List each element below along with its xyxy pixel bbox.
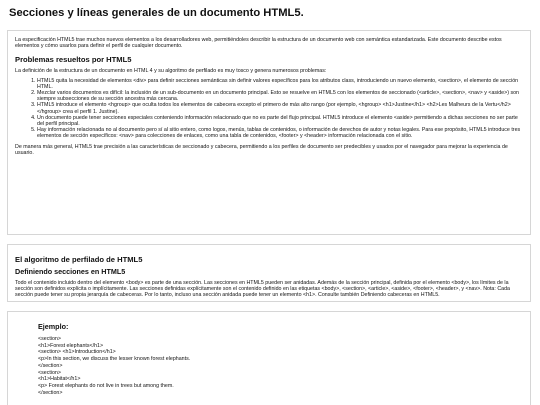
code-line: <p>In this section, we discuss the lesser known forest elephants. [38,356,191,363]
algorithm-paragraph: Todo el contenido incluido dentro del elemento <body> es parte de una sección. Las secciones en HTML5 pueden ser anidadas. Además de la sección principal, definida por el elemento <body>, los límites de la sección son definidos explícita o implícitamente. Las secciones definidas explícitamente son el contenido definido en las etiquetas <body>, <section>, <article>, <aside>, <footer>, <header>, y <nav>. Nota: Cada sección puede tener su propia jerarquía de cabeceras. Por lo tanto, incluso una sección anidada puede tener un elemento <h1>. Consulte también Definiendo cabeceras en HTML5. [15,280,510,299]
code-line: <section> [38,369,61,376]
intro-section [7,30,531,235]
list-item: 1. HTML5 quita la necesidad de elementos <div> para definir secciones semánticas sin definir valores específicos para los atributos class, introduciendo un nuevo elemento, <section>, el elemento de sección HTML. [37,78,524,90]
intro-paragraph: La especificación HTML5 trae muchos nuevos elementos a los desarrolladores web, permitiéndoles describir la estructura de un documento web con semántica estandarizada. Este documento describe estos elementos y cómo usarlos para definir el perfil de cualquier documento. [15,37,502,50]
algorithm-section [7,244,531,302]
closing-paragraph: De manera más general, HTML5 trae precisión a las características de seccionado y cabecera, permitiendo a los perfiles de documento ser predecibles y usados por el navegador para mejorar la experiencia de usuario. [15,143,508,156]
algorithm-subheading: Definiendo secciones en HTML5 [15,267,126,276]
list-item: 2. Mezclar varios documentos es difícil: la inclusión de un sub-documento en un documento principal. Esto se resuelve en HTML5 con los elementos de seccionado (<article>, <section>, <nav> y <aside>) son siempre subsecciones de su sección ancestra más cercana. [37,90,524,102]
problems-lead: La definición de la estructura de un documento en HTML 4 y su algoritmo de perfilado es muy tosco y genera numerosos problemas: [15,68,327,75]
code-line: <section> <h1>Introduction</h1> [38,349,116,356]
problems-heading: Problemas resueltos por HTML5 [15,55,132,65]
list-item: 5. Hay información relacionada no al documento pero sí al sitio entero, como logos, menús, tablas de contenidos, o información de derechos de autor y notas legales. Para ese propósito, HTML5 introduce tres elementos de sección específicos: <nav> para colecciones de enlaces, como una tabla de contenidos, <footer> y <header> información relacionada con el sitio. [37,127,524,139]
problems-list [15,78,524,140]
code-line: </section> [38,389,63,396]
example-section [7,311,531,405]
example-heading: Ejemplo: [38,322,69,331]
example-code [38,336,524,396]
code-line: <section> [38,336,61,342]
code-line: <h1>Forest elephants</h1> [38,342,104,349]
code-line: <h1>Habitat</h1> [38,376,81,383]
code-line: <p> Forest elephants do not live in trees but among them. [38,382,174,389]
code-line: </section> [38,362,63,369]
list-item: 4. Un documento puede tener secciones especiales conteniendo información relacionado que no es parte del flujo principal. HTML5 introduce el elemento <aside> permitiendo a dichas secciones no ser parte del perfil principal. [37,115,524,127]
page-title: Secciones y líneas generales de un documento HTML5. [9,7,304,19]
algorithm-heading: El algoritmo de perfilado de HTML5 [15,255,143,264]
list-item: 3. HTML5 introduce el elemento <hgroup> que oculta todos los elementos de cabecera excepto el primero de más alto rango (por ejemplo, <hgroup> <h1>Justine</h1> <h2>Les Malheurs de la Vertu</h2> </hgroup> crea el perfil 1. Justine). [37,102,524,114]
